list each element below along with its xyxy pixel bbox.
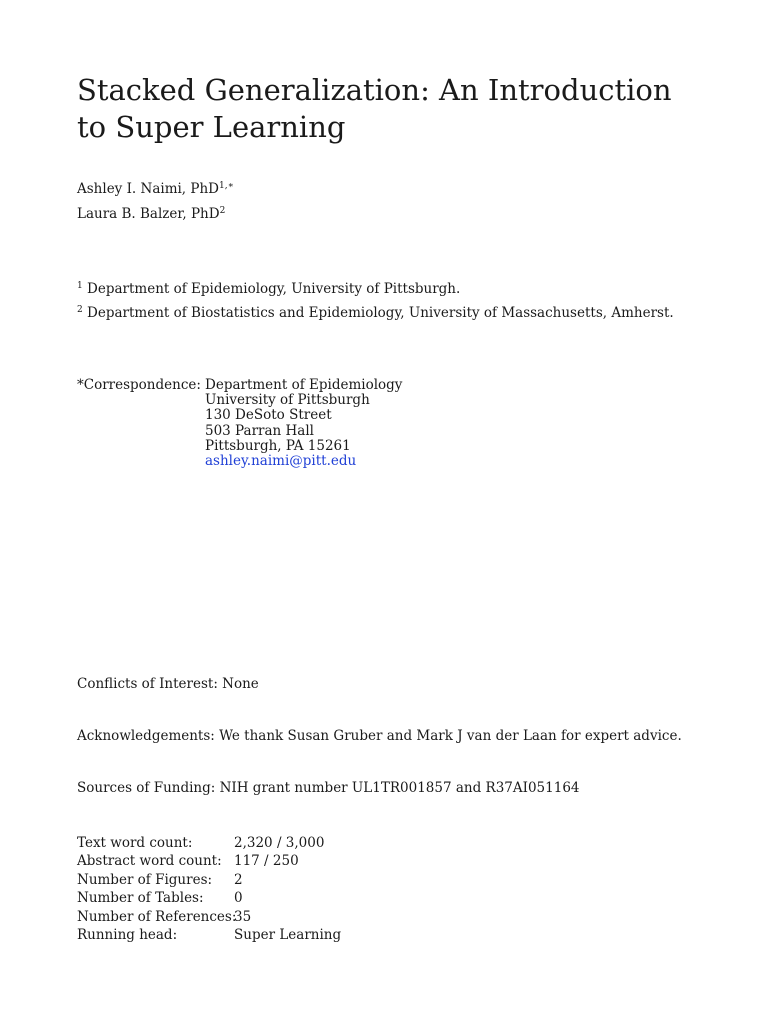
affiliation-text-2: Department of Biostatistics and Epidemiology, University of Massachusetts, Amherst. xyxy=(87,305,674,321)
paper-title: Stacked Generalization: An Introduction to Super Learning xyxy=(77,73,672,144)
author-line-1 xyxy=(77,181,234,197)
affiliation-1 xyxy=(77,281,460,297)
affiliation-number-2: 2 xyxy=(77,305,83,315)
address-line: 503 Parran Hall xyxy=(205,422,314,439)
count-row xyxy=(77,871,341,889)
count-label: Number of References: xyxy=(77,908,237,925)
count-value: Super Learning xyxy=(234,927,342,944)
affiliation-2 xyxy=(77,305,674,321)
count-row xyxy=(77,908,341,926)
count-value: 2,320 / 3,000 xyxy=(234,835,325,851)
address-line: Department of Epidemiology xyxy=(205,377,403,393)
acknowledgements: Acknowledgements: We thank Susan Gruber and Mark J van der Laan for expert advice. xyxy=(77,728,682,744)
sources-of-funding: Sources of Funding: NIH grant number UL1TR001857 and R37AI051164 xyxy=(77,780,580,796)
count-row xyxy=(77,889,341,907)
count-row xyxy=(77,852,341,870)
count-value: 2 xyxy=(234,871,243,888)
address-line: University of Pittsburgh xyxy=(205,392,370,409)
affiliation-text-1: Department of Epidemiology, University of Pittsburgh. xyxy=(87,281,461,297)
author-affiliation-marker-2: 2 xyxy=(219,206,226,216)
count-label: Number of Tables: xyxy=(77,890,204,907)
count-value: 117 / 250 xyxy=(234,853,299,870)
author-line-2 xyxy=(77,206,225,222)
address-line: Pittsburgh, PA 15261 xyxy=(205,437,351,454)
count-row xyxy=(77,834,341,852)
manuscript-counts xyxy=(77,834,341,944)
count-label: Running head: xyxy=(77,927,178,944)
count-label: Text word count: xyxy=(77,835,193,851)
count-label: Abstract word count: xyxy=(77,853,222,870)
affiliation-number-1: 1 xyxy=(77,281,83,291)
address-line: 130 DeSoto Street xyxy=(205,407,332,424)
count-row xyxy=(77,926,341,944)
count-value: 0 xyxy=(234,890,243,907)
author-name-1: Ashley I. Naimi, PhD xyxy=(77,181,219,197)
count-value: 35 xyxy=(234,908,252,925)
count-label: Number of Figures: xyxy=(77,871,213,888)
conflicts-of-interest: Conflicts of Interest: None xyxy=(77,676,259,692)
email-link[interactable]: ashley.naimi@pitt.edu xyxy=(205,453,357,470)
correspondence-label: *Correspondence: xyxy=(77,377,201,393)
author-name-2: Laura B. Balzer, PhD xyxy=(77,206,220,222)
author-affiliation-marker-1: 1,∗ xyxy=(219,181,234,191)
correspondence-address xyxy=(205,378,402,469)
